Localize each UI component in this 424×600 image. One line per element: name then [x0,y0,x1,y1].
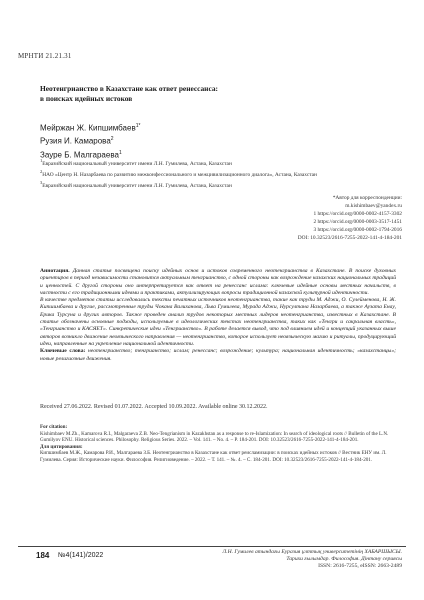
author-name: Мейржан Ж. Кипшимбаев$^{1*}$ [40,123,141,133]
author-name: Рузия И. Камарова$^2$ [40,136,114,146]
correspondence-email[interactable]: m.kishimbaev@yandex.ru [345,203,402,210]
keywords-label: Ключевые слова: [40,348,86,355]
journal-name: Л.Н. Гумилев атындағы Еуразия ұлттық университетінің ХАБАРШЫСЫ. [222,549,402,555]
author-list [40,121,140,161]
affiliation: $^1$Евразийский национальный университет имени Л.Н. Гумилева, Астана, Казахстан [40,158,232,167]
doi[interactable]: DOI: 10.32523/2616-7255-2022-141-4-184-201 [297,235,402,242]
citation-label-ru: Для цитирования: [40,443,83,450]
keywords: Ключевые слова: неотенгрианство; тенгрианство; ислам; ренессанс; возрождение; культура; национальная идентичность; «казахстанцы»; новые религиозные движения. [40,348,396,362]
correspondence-block [298,194,402,243]
abstract-paragraph: В качестве предметов статьи исследовались тексты печатных источников неотенгрианства, такие как труды М. Аджи, О. Сулейменова, Н. Ж. Кипшимбаева и другие, рассмотренные труды Чокана Валиханова, Льва Гумилева, Мурада Аджи, Нурсултана Назарбаева, а также Аузата Енау, Ерика Турсуна и других авторов. Также проведен анализ трудов некоторых местных лидеров неотенгрианства, известных в Казахстане. В статье обозначены основные подходы, используемые в идеологических текстах неотенгрианства, таких как «Тенгри и сакральная власть», «Тенгрианство и КАСЯЕТ». Синкретические идеи «Тенгрианство». В работе делается вывод, что под влиянием идей и концепций указанных выше авторов возникло движение неоязыческого направления — неотенгрианство, которое использует неоязыческую магию и ритуалы, продуцирующий идеи, направленные на укрепление национальной идентичности. [40,297,396,347]
orcid-link[interactable]: 1 https://orcid.org/0000-0002-4157-3302 [313,211,402,218]
journal-footer [222,549,402,570]
affiliation: $^3$Евразийский национальный университет имени Л.Н. Гумилева, Астана, Казахстан [40,180,232,189]
footer-divider [18,546,406,547]
abstract-label: Аннотация. [40,268,70,274]
journal-series: Тарихи ғылымдар. Философия. Дінтану сериясы [286,556,402,562]
title-line-2: в поисках идейных истоков [40,93,133,103]
citation-en: Kishimbaev M.Zh., Kamarova R.I., Malgaraeva Z.B. Neo-Tengrianism in Kazakhstan as a response to re-Islamization: In search of ideological roots // Bulletin of the L.N. Gumilyov ENU. Historical sciences. Philosophy. Religious Series. 2022. – Vol. 141. – No. 4. – P. 184-201. DOI: 10.32523/2616-7255-2022-141-4-184-201. [40,430,389,443]
abstract-paragraph: Аннотация. Данная статья посвящена поиску идейных основ и истоков современного неотенгрианства в Казахстане. В поиске духовных ориентиров в период независимости становится актуальным тенгрианство, с одной стороны как возрождение казахских национальных традиций и ценностей. С другой стороны оно интерпретируется как ответ на ренессанс ислама: ключевые идейные основы местных начальств, в частности с его традиционными идеями и практиками, актуализирующих вопросы традиционной казахской культурной идентичности. [40,268,396,296]
citation-ru: Кипшимбаев М.Ж., Камарова Р.И., Малгараева З.Б. Неотенгрианство в Казахстане как ответ реисламизации: в поисках идейных истоков // Вестник ЕНУ им. Л. Гумилева. Серия: Исторические науки. Философия. Религиоведение. – 2022. – Т. 141. – №. 4. – С. 184-201. DOI: 10.32523/2616-7255-2022-141-4-184-201. [40,450,387,463]
title-line-1: Неотенгрианство в Казахстане как ответ ренессанса: [40,84,218,93]
citation-label-en: For citation: [40,424,68,430]
affiliation-list [40,157,400,190]
journal-issue: №4(141)/2022 [58,552,104,559]
affiliation: $^2$НАО «Центр Н. Назарбаева по развитию межконфессионального и межцивилизационного диалога», Астана, Казахстан [40,169,317,178]
citation-block [40,424,396,463]
author-name: Зауре Б. Малгараева$^1$ [40,149,122,160]
article-dates: Received 27.06.2022. Revised 01.07.2022. Accepted 10.09.2022. Available online 30.12.2022. [40,404,268,410]
orcid-link[interactable]: 3 https://orcid.org/0000-0002-1794-2016 [313,227,402,234]
abstract [40,268,396,363]
udc-code: МРНТИ 21.21.31 [18,52,72,60]
orcid-link[interactable]: 2 https://orcid.org/0000-0003-3517-1451 [313,219,402,226]
page-number: 184 [36,551,50,560]
article-title [40,84,400,103]
journal-issn: ISSN: 2616-7255, eISSN: 2663-2489 [318,563,402,569]
correspondence-label: *Автор для корреспонденции: [332,195,402,201]
